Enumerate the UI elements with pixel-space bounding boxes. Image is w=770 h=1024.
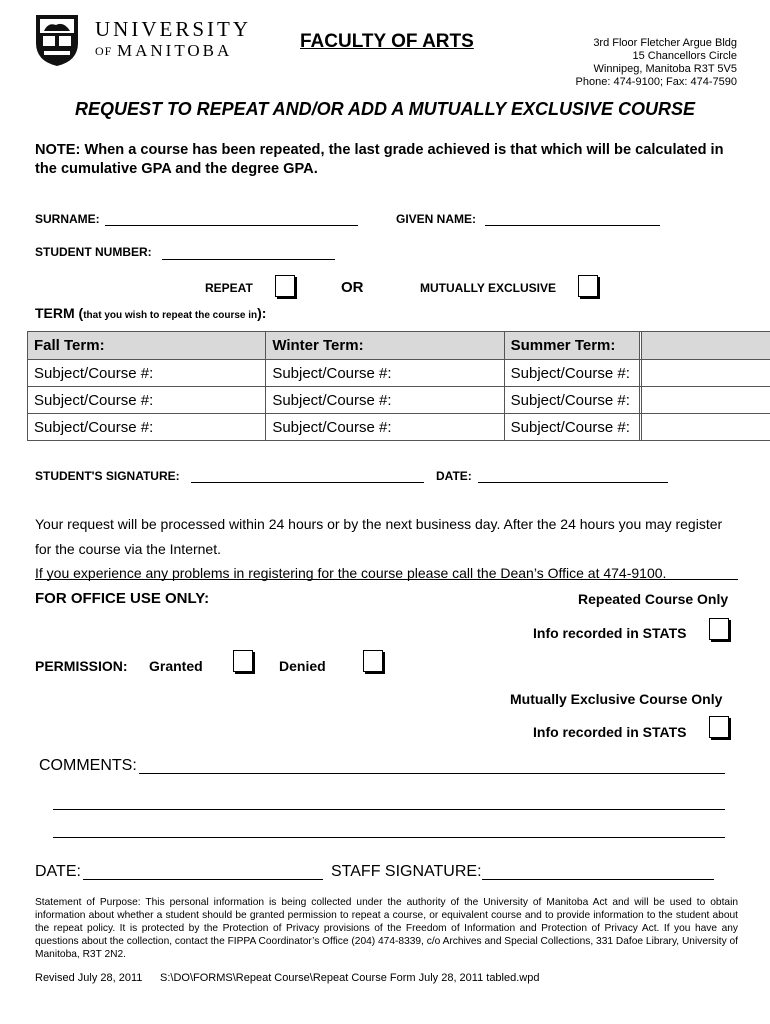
winter-course-cell[interactable]: Subject/Course #: — [266, 414, 504, 441]
summer-term-header: Summer Term: — [504, 332, 639, 360]
surname-label: SURNAME: — [35, 212, 100, 226]
granted-label: Granted — [149, 658, 203, 674]
repeat-checkbox[interactable] — [275, 275, 295, 297]
summer-course-cell[interactable]: Subject/Course #: — [504, 387, 639, 414]
denied-label: Denied — [279, 658, 326, 674]
info-stats-label-2: Info recorded in STATS — [533, 724, 687, 740]
fall-course-cell[interactable]: Subject/Course #: — [28, 414, 266, 441]
table-header-row — [28, 332, 770, 360]
table-row — [28, 387, 770, 414]
student-signature-field[interactable] — [191, 482, 424, 483]
statement-of-purpose: Statement of Purpose: This personal information is being collected under the authority of the University of Manitoba Act and will be used to obtain information about whether a student should be granted permission to repeat a course, or equivalent course and to provide information to the student about the repeat policy. It is protected by the Protection of Privacy provisions of the Freedom of Information and Protection of Privacy Act. If you have any questions about the collection, contact the FIPPA Coordinator’s Office (204) 474-8339, c/o Archives and Special Collections, 331 Dafoe Library, University of Manitoba, R3T 2N2. — [35, 897, 738, 960]
fall-term-header: Fall Term: — [28, 332, 266, 360]
extra-cell[interactable] — [641, 387, 770, 414]
or-label: OR — [341, 279, 364, 296]
processing-line-2: for the course via the Internet. — [35, 541, 221, 557]
mutually-exclusive-checkbox[interactable] — [578, 275, 598, 297]
processing-line-1: Your request will be processed within 24 hours or by the next business day. After the 24 hours you may register — [35, 516, 723, 532]
staff-signature-label: STAFF SIGNATURE: — [331, 863, 482, 880]
address-line: 3rd Floor Fletcher Argue Bldg — [593, 37, 737, 49]
surname-field[interactable] — [105, 225, 358, 226]
term-table — [27, 331, 770, 441]
university-name-line1: UNIVERSITY — [95, 17, 251, 41]
winter-course-cell[interactable]: Subject/Course #: — [266, 387, 504, 414]
form-title: REQUEST TO REPEAT AND/OR ADD A MUTUALLY EXCLUSIVE COURSE — [74, 99, 696, 119]
mutually-exclusive-only-label: Mutually Exclusive Course Only — [510, 691, 723, 707]
summer-course-cell[interactable]: Subject/Course #: — [504, 360, 639, 387]
faculty-title: FACULTY OF ARTS — [300, 31, 474, 52]
permission-label: PERMISSION: — [35, 658, 128, 674]
given-name-label: GIVEN NAME: — [396, 212, 477, 226]
address-line: Phone: 474-9100; Fax: 474-7590 — [575, 76, 737, 88]
extra-cell[interactable] — [641, 360, 770, 387]
granted-checkbox[interactable] — [233, 650, 253, 672]
university-crest — [34, 13, 80, 67]
term-label-close: ): — [257, 305, 267, 321]
table-row — [28, 414, 770, 441]
student-date-label: DATE: — [436, 469, 472, 483]
address-block — [497, 37, 737, 89]
winter-course-cell[interactable]: Subject/Course #: — [266, 360, 504, 387]
student-number-label: STUDENT NUMBER: — [35, 245, 152, 259]
gpa-note: NOTE: When a course has been repeated, the last grade achieved is that which will be calculated in the cumulative GPA and the degree GPA. — [35, 142, 724, 177]
processing-line-3: If you experience any problems in registering for the course please call the Dean’s Office at 474-9100. — [35, 565, 667, 581]
extra-header-cell — [641, 332, 770, 360]
staff-signature-field[interactable] — [482, 879, 714, 880]
comments-line-2[interactable] — [53, 809, 725, 810]
fall-course-cell[interactable]: Subject/Course #: — [28, 360, 266, 387]
revised-date: Revised July 28, 2011 — [35, 972, 143, 984]
term-label — [35, 305, 266, 321]
winter-term-header: Winter Term: — [266, 332, 504, 360]
info-stats-checkbox-2[interactable] — [709, 716, 729, 738]
office-date-label: DATE: — [35, 863, 81, 880]
comments-line-3[interactable] — [53, 837, 725, 838]
student-number-field[interactable] — [162, 259, 335, 260]
student-signature-label: STUDENT'S SIGNATURE: — [35, 469, 180, 483]
summer-course-cell[interactable]: Subject/Course #: — [504, 414, 639, 441]
university-name-of: OF — [95, 44, 113, 58]
term-label-text: TERM ( — [35, 305, 84, 321]
given-name-field[interactable] — [485, 225, 660, 226]
comments-line-1[interactable] — [139, 773, 725, 774]
repeated-course-only-label: Repeated Course Only — [578, 591, 729, 607]
divider-line — [35, 579, 738, 580]
fall-course-cell[interactable]: Subject/Course #: — [28, 387, 266, 414]
denied-checkbox[interactable] — [363, 650, 383, 672]
office-use-title: FOR OFFICE USE ONLY: — [35, 590, 210, 607]
repeat-label: REPEAT — [205, 281, 253, 295]
address-line: Winnipeg, Manitoba R3T 5V5 — [593, 63, 737, 75]
address-line: 15 Chancellors Circle — [632, 50, 737, 62]
info-stats-label-1: Info recorded in STATS — [533, 625, 687, 641]
university-name-line2: MANITOBA — [117, 41, 233, 60]
mutually-exclusive-label: MUTUALLY EXCLUSIVE — [420, 281, 557, 295]
info-stats-checkbox-1[interactable] — [709, 618, 729, 640]
comments-label: COMMENTS: — [39, 757, 137, 774]
student-date-field[interactable] — [478, 482, 668, 483]
table-row — [28, 360, 770, 387]
extra-cell[interactable] — [641, 414, 770, 441]
term-label-note: that you wish to repeat the course in — [83, 310, 258, 321]
file-path: S:\DO\FORMS\Repeat Course\Repeat Course Form July 28, 2011 tabled.wpd — [160, 972, 540, 984]
office-date-field[interactable] — [83, 879, 323, 880]
